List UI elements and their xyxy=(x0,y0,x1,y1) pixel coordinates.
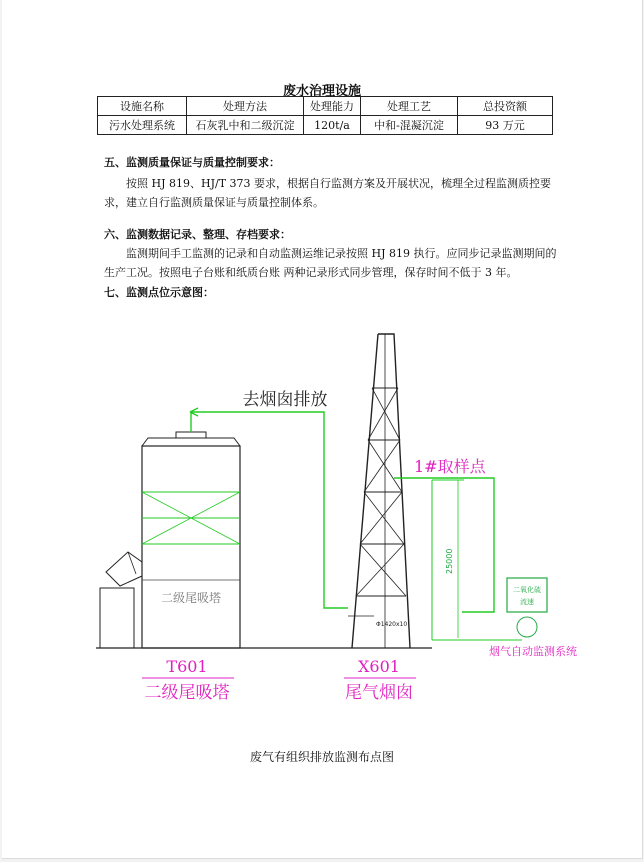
document-page xyxy=(2,0,643,859)
tower-inner-label: 二级尾吸塔 xyxy=(160,591,222,605)
section-5-heading: 五、监测质量保证与质量控制要求： xyxy=(104,156,280,169)
monitor-circle xyxy=(517,617,537,637)
header-cell: 处理方法 xyxy=(187,97,304,116)
monitor-system-label: 烟气自动监测系统 xyxy=(489,645,577,658)
monitoring-diagram xyxy=(2,330,642,710)
table-title: 废水治理设施 xyxy=(282,84,361,99)
tower-name: 二级尾吸塔 xyxy=(144,683,230,703)
absorption-tower xyxy=(142,432,240,648)
facility-table xyxy=(97,96,553,135)
stack-code: X601 xyxy=(358,657,400,676)
chimney xyxy=(348,334,410,648)
flow-label: 去烟囱排放 xyxy=(242,390,328,410)
header-cell: 总投资额 xyxy=(458,97,553,116)
diameter-label: Φ1420x10 xyxy=(376,621,408,628)
table-header-row xyxy=(98,97,553,116)
header-cell: 处理工艺 xyxy=(361,97,458,116)
side-tank xyxy=(100,588,134,648)
table-cell: 石灰乳中和二级沉淀 xyxy=(187,116,304,135)
header-cell: 处理能力 xyxy=(304,97,361,116)
table-cell: 污水处理系统 xyxy=(98,116,187,135)
figure-caption: 废气有组织排放监测布点图 xyxy=(249,750,394,764)
table-row xyxy=(98,116,553,135)
section-6-heading: 六、监测数据记录、整理、存档要求： xyxy=(104,228,291,241)
section-5-text: 按照 HJ 819、HJ/T 373 要求，根据自行监测方案及开展状况，梳理全过程监测质控要求，建立自行监测质量保证与质量控制体系。 xyxy=(104,177,552,209)
header-cell: 设施名称 xyxy=(98,97,187,116)
monitor-box-label-2: 流速 xyxy=(520,598,534,606)
table-cell: 120t/a xyxy=(304,116,361,135)
section-7-heading: 七、监测点位示意图： xyxy=(104,286,214,299)
inlet-duct xyxy=(106,552,142,586)
table-cell: 93 万元 xyxy=(458,116,553,135)
monitor-box-label-1: 二氧化硫 xyxy=(513,586,541,594)
sampling-line xyxy=(394,478,522,640)
height-label: 25000 xyxy=(445,548,454,574)
table-cell: 中和-混凝沉淀 xyxy=(361,116,458,135)
monitor-box xyxy=(507,578,547,612)
tower-code: T601 xyxy=(166,657,208,676)
sample-point-label: 1#取样点 xyxy=(414,457,486,476)
stack-name: 尾气烟囱 xyxy=(345,683,413,703)
section-6-text: 监测期间手工监测的记录和自动监测运维记录按照 HJ 819 执行。应同步记录监测期间的生产工况。按照电子台账和纸质台账 两种记录形式同步管理，保存时间不低于 3 年。 xyxy=(104,247,557,279)
